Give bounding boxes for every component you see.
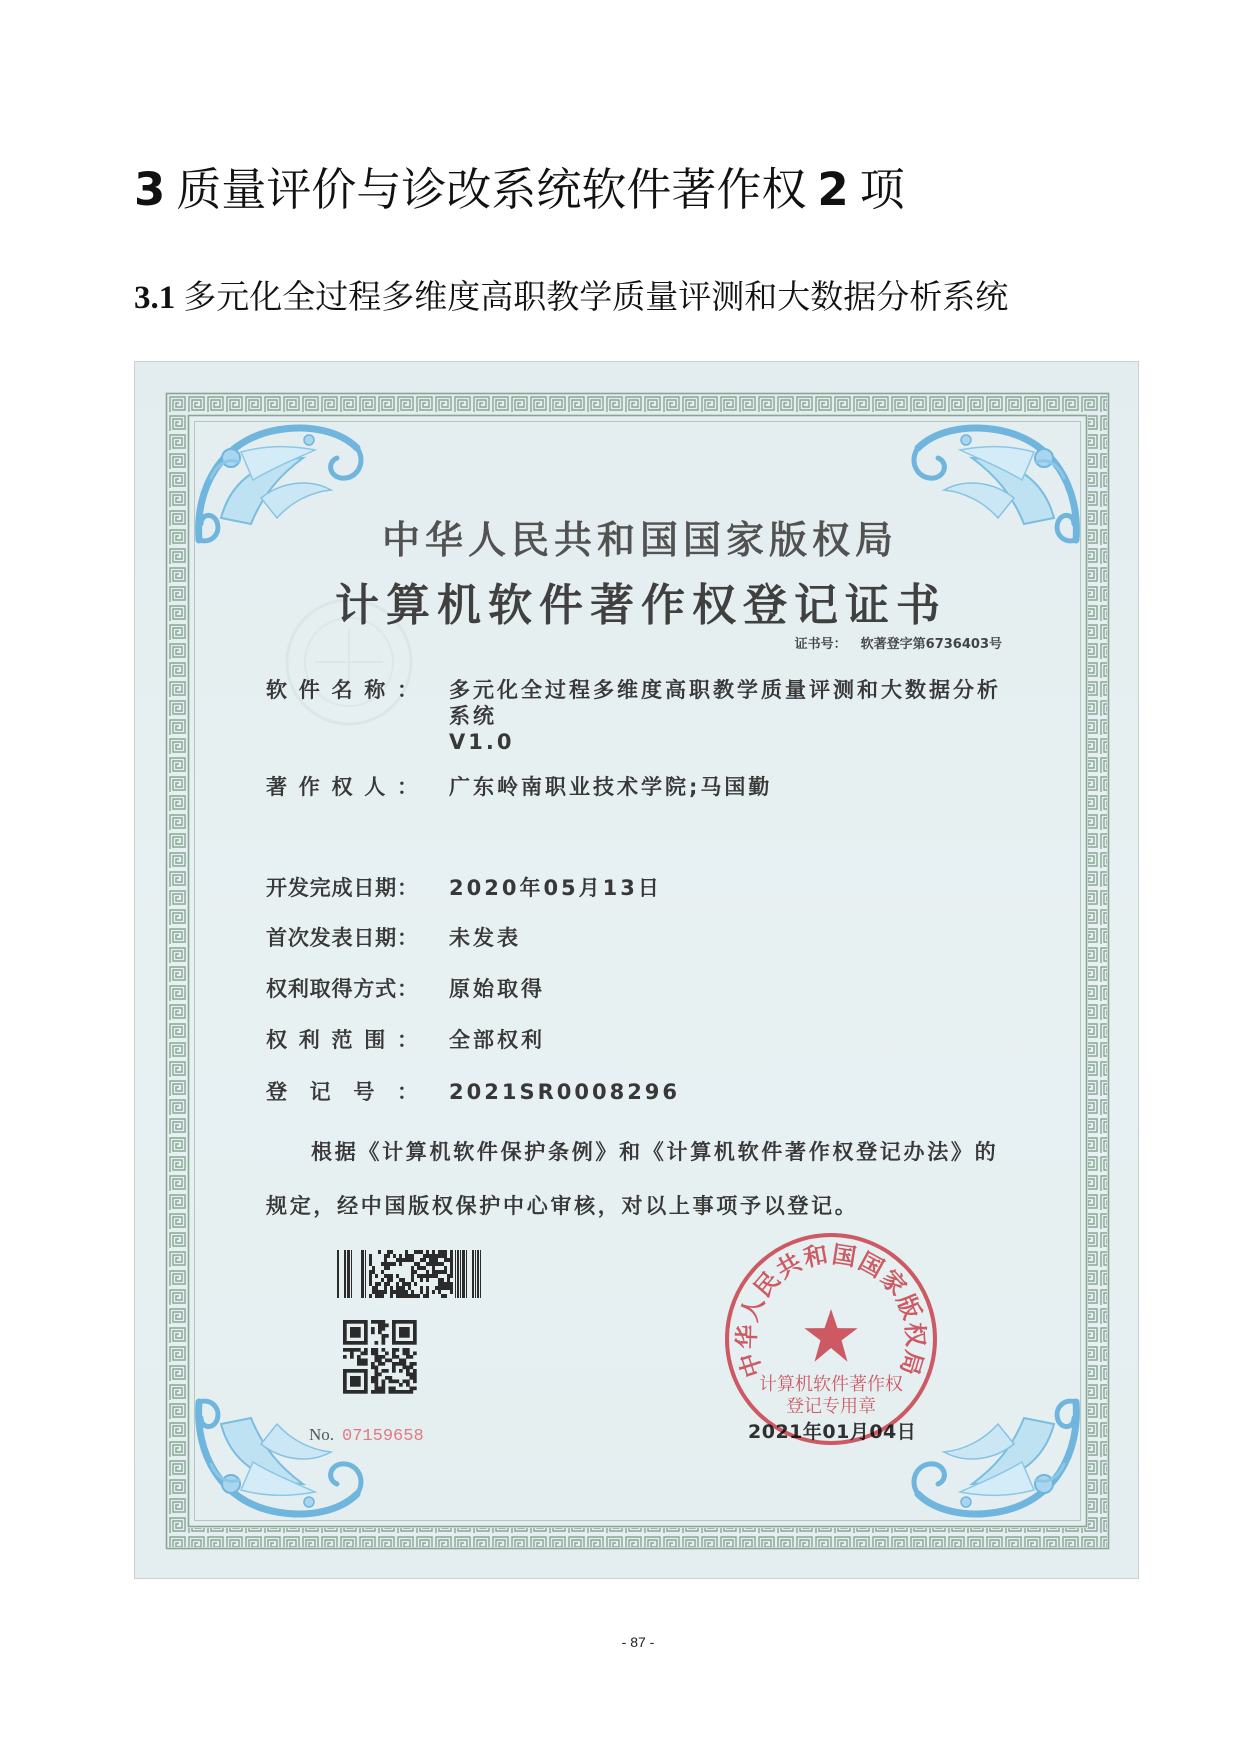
- certificate-issuer: 中华人民共和国国家版权局: [381, 517, 898, 562]
- field-label: 开发完成日期：: [266, 876, 418, 900]
- field-value: 2021SR0008296: [449, 1080, 681, 1104]
- field-label: 首次发表日期：: [266, 926, 418, 950]
- field-label: 权利取得方式：: [266, 977, 418, 1001]
- section-count: 2: [817, 163, 849, 216]
- field-value-line: V1.0: [449, 730, 515, 754]
- seal-line-1: 计算机软件著作权: [759, 1374, 903, 1395]
- certificate-number-value: 软著登字第6736403号: [860, 637, 1002, 652]
- field-value: 广东岭南职业技术学院;马国勤: [449, 775, 773, 799]
- section-number: 3: [134, 163, 166, 216]
- field-value-line: 多元化全过程多维度高职教学质量评测和大数据分析: [449, 678, 1001, 702]
- serial-prefix: No.: [309, 1425, 335, 1444]
- statement-line: 规定，经中国版权保护中心审核，对以上事项予以登记。: [266, 1194, 859, 1218]
- issue-date: 2021年01月04日: [748, 1421, 917, 1443]
- field-label: 登记号：: [266, 1080, 418, 1104]
- seal-star-icon: [804, 1309, 857, 1362]
- serial-value: 07159658: [342, 1427, 424, 1446]
- field-label: 著作权人：: [266, 775, 418, 799]
- section-unit: 项: [859, 164, 905, 215]
- field-label: 权利范围：: [266, 1028, 418, 1052]
- certificate-title: 计算机软件著作权登记证书: [335, 580, 947, 631]
- field-value: 2020年05月13日: [449, 876, 662, 900]
- subsection-heading: [134, 277, 1008, 318]
- seal-ring-textpath: 中华人民共和国国家版权局: [731, 1239, 931, 1381]
- section-title: 质量评价与诊改系统软件著作权: [176, 164, 807, 215]
- certificate-number-label: 证书号：: [794, 637, 847, 652]
- copyright-certificate: [134, 361, 1139, 1579]
- subsection-number: 3.1: [134, 280, 176, 316]
- page-number: - 87 -: [621, 1634, 655, 1650]
- field-value: 未发表: [449, 926, 521, 950]
- subsection-title: 多元化全过程多维度高职教学质量评测和大数据分析系统: [183, 278, 1009, 315]
- field-value: 全部权利: [449, 1028, 545, 1052]
- field-label: 软件名称：: [266, 678, 418, 702]
- statement-line: 根据《计算机软件保护条例》和《计算机软件著作权登记办法》的: [311, 1140, 999, 1164]
- field-value: 原始取得: [449, 977, 545, 1001]
- field-value-line: 系统: [449, 704, 497, 728]
- section-heading: [134, 163, 905, 217]
- official-seal: [135, 362, 1139, 1579]
- seal-line-2: 登记专用章: [786, 1396, 876, 1417]
